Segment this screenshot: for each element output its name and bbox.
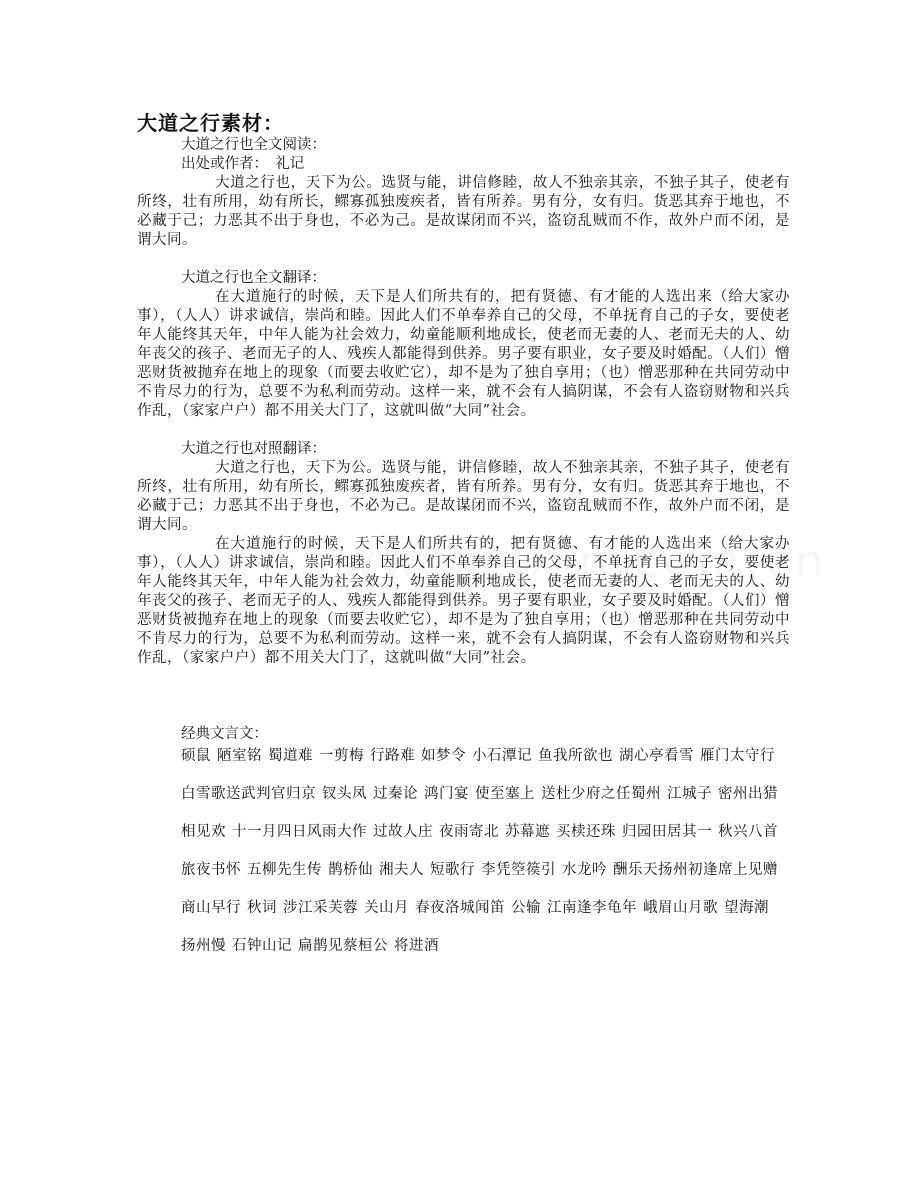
classic-title-link[interactable]: 湘夫人 — [379, 862, 424, 878]
classics-row — [137, 896, 790, 921]
classic-title-link[interactable]: 相见欢 — [181, 824, 226, 840]
translation-paragraph: 在大道施行的时候，天下是人们所共有的，把有贤德、有才能的人选出来（给大家办事），（人人）讲求诚信，崇尚和睦。因此人们不单奉养自己的父母，不单抚育自己的子女，要使老年人能终其天年，中年人能为社会效力，幼童能顺利地成长，使老而无妻的人、老而无夫的人、幼年丧父的孩子、老而无子的人、残疾人都能得到供养。男子要有职业，女子要及时婚配。（人们）憎恶财货被抛弃在地上的现象（而要去收贮它），却不是为了独自享用；（也）憎恶那种在共同劳动中不肯尽力的行为，总要不为私利而劳动。这样一来，就不会有人搞阴谋，不会有人盗窃财物和兴兵作乱，（家家户户）都不用关大门了，这就叫做“大同”社会。 — [137, 289, 790, 419]
classic-title-link[interactable]: 石钟山记 — [232, 938, 292, 954]
section-heading-full-text: 大道之行也全文阅读： — [181, 137, 326, 153]
classic-title-link[interactable]: 秋兴八首 — [718, 824, 778, 840]
classic-title-link[interactable]: 夜雨寄北 — [439, 824, 499, 840]
spacer — [137, 250, 790, 269]
comparison-translation-paragraph: 在大道施行的时候，天下是人们所共有的，把有贤德、有才能的人选出来（给大家办事），（人人）讲求诚信，崇尚和睦。因此人们不单奉养自己的父母，不单抚育自己的子女，要使老年人能终其天年，中年人能为社会效力，幼童能顺利地成长，使老而无妻的人、老而无夫的人、幼年丧父的孩子、老而无子的人、残疾人都能得到供养。男子要有职业，女子要及时婚配。（人们）憎恶财货被抛弃在地上的现象（而要去收贮它），却不是为了独自享用；（也）憎恶那种在共同劳动中不肯尽力的行为，总要不为私利而劳动。这样一来，就不会有人搞阴谋，不会有人盗窃财物和兴兵作乱，（家家户户）都不用关大门了，这就叫做“大同”社会。 — [137, 536, 790, 666]
spacer — [137, 668, 790, 725]
classic-title-link[interactable]: 水龙吟 — [562, 862, 607, 878]
classic-title-link[interactable]: 雁门太守行 — [700, 748, 775, 764]
classic-title-link[interactable]: 江城子 — [667, 786, 712, 802]
classic-title-link[interactable]: 短歌行 — [430, 862, 475, 878]
classic-title-link[interactable]: 旅夜书怀 — [181, 862, 241, 878]
comparison-original-paragraph: 大道之行也，天下为公。选贤与能，讲信修睦，故人不独亲其亲，不独子其子，使老有所终，壮有所用，幼有所长，鳏寡孤独废疾者，皆有所养。男有分，女有归。货恶其弃于地也，不必藏于己；力恶其不出于身也，不必为己。是故谋闭而不兴，盗窃乱贼而不作，故外户而不闭，是谓大同。 — [137, 460, 790, 533]
classic-title-link[interactable]: 买椟还珠 — [556, 824, 616, 840]
classic-title-link[interactable]: 使至塞上 — [475, 786, 535, 802]
classics-row — [137, 782, 790, 807]
source-line: 出处或作者： 礼记 — [181, 156, 305, 172]
classics-list — [137, 744, 790, 959]
classics-row — [137, 744, 790, 769]
classic-title-link[interactable]: 一剪梅 — [319, 748, 364, 764]
classic-title-link[interactable]: 春夜洛城闻笛 — [415, 900, 505, 916]
classic-title-link[interactable]: 扁鹊见蔡桓公 — [298, 938, 388, 954]
classics-row — [137, 858, 790, 883]
classic-title-link[interactable]: 钗头凤 — [322, 786, 367, 802]
classic-title-link[interactable]: 密州出猎 — [718, 786, 778, 802]
classic-title-link[interactable]: 五柳先生传 — [247, 862, 322, 878]
classic-title-link[interactable]: 硕鼠 — [181, 748, 211, 764]
classic-title-link[interactable]: 小石潭记 — [472, 748, 532, 764]
classic-title-link[interactable]: 蜀道难 — [268, 748, 313, 764]
classic-title-link[interactable]: 公输 — [511, 900, 541, 916]
original-text-paragraph: 大道之行也，天下为公。选贤与能，讲信修睦，故人不独亲其亲，不独子其子，使老有所终，壮有所用，幼有所长，鳏寡孤独废疾者，皆有所养。男有分，女有归。货恶其弃于地也，不必藏于己；力恶其不出于身也，不必为己。是故谋闭而不兴，盗窃乱贼而不作，故外户而不闭，是谓大同。 — [137, 175, 790, 248]
classics-heading: 经典文言文： — [181, 726, 268, 742]
document-body — [137, 136, 790, 972]
classic-title-link[interactable]: 鸿门宴 — [424, 786, 469, 802]
classic-title-link[interactable]: 湖心亭看雪 — [619, 748, 694, 764]
classic-title-link[interactable]: 商山早行 — [181, 900, 241, 916]
classic-title-link[interactable]: 苏幕遮 — [505, 824, 550, 840]
spacer — [137, 421, 790, 440]
classic-title-link[interactable]: 行路难 — [370, 748, 415, 764]
classic-title-link[interactable]: 望海潮 — [724, 900, 769, 916]
classics-row — [137, 934, 790, 959]
section-heading-translation: 大道之行也全文翻译： — [181, 270, 326, 286]
classic-title-link[interactable]: 鹊桥仙 — [328, 862, 373, 878]
classic-title-link[interactable]: 过秦论 — [373, 786, 418, 802]
classic-title-link[interactable]: 陋室铭 — [217, 748, 262, 764]
classic-title-link[interactable]: 扬州慢 — [181, 938, 226, 954]
classic-title-link[interactable]: 过故人庄 — [373, 824, 433, 840]
classic-title-link[interactable]: 将进酒 — [394, 938, 439, 954]
classic-title-link[interactable]: 白雪歌送武判官归京 — [181, 786, 316, 802]
classic-title-link[interactable]: 峨眉山月歌 — [643, 900, 718, 916]
classic-title-link[interactable]: 如梦令 — [421, 748, 466, 764]
classics-row — [137, 820, 790, 845]
classic-title-link[interactable]: 鱼我所欲也 — [538, 748, 613, 764]
classic-title-link[interactable]: 酬乐天扬州初逢席上见赠 — [613, 862, 778, 878]
section-heading-comparison: 大道之行也对照翻译： — [181, 441, 326, 457]
page-title: 大道之行素材： — [137, 111, 284, 135]
classic-title-link[interactable]: 十一月四日风雨大作 — [232, 824, 367, 840]
classic-title-link[interactable]: 归园田居其一 — [622, 824, 712, 840]
classic-title-link[interactable]: 江南逢李龟年 — [547, 900, 637, 916]
classic-title-link[interactable]: 关山月 — [364, 900, 409, 916]
classic-title-link[interactable]: 涉江采芙蓉 — [283, 900, 358, 916]
classic-title-link[interactable]: 李凭箜篌引 — [481, 862, 556, 878]
classic-title-link[interactable]: 秋词 — [247, 900, 277, 916]
classic-title-link[interactable]: 送杜少府之任蜀州 — [541, 786, 661, 802]
